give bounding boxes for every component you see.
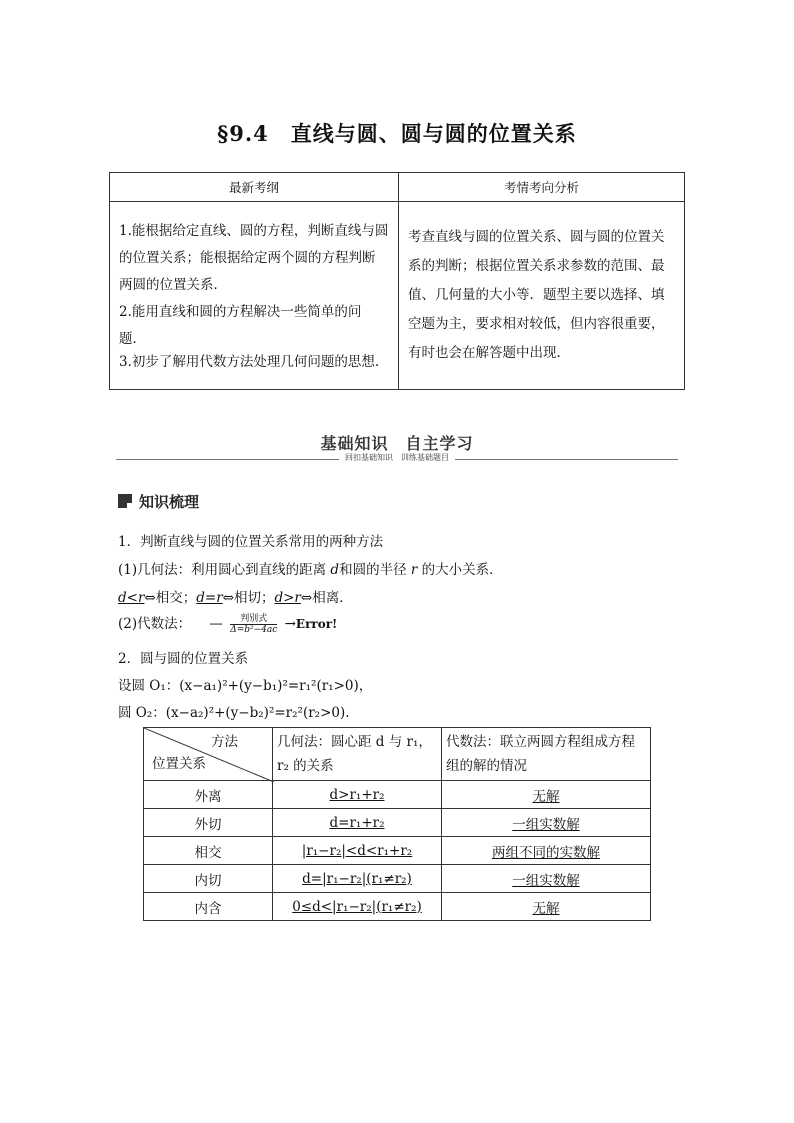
algebraic-header: 代数法：联立两圆方程组成方程组的解的情况 (442, 728, 651, 781)
relation-geo: d=r₁+r₂ (273, 809, 442, 837)
outline-cell (110, 202, 399, 390)
item1-title: 1．判断直线与圆的位置关系常用的两种方法 (118, 534, 384, 550)
knowledge-heading (118, 491, 199, 511)
relation-geo: d=|r₁−r₂|(r₁≠r₂) (273, 865, 442, 893)
exam-outline-table (109, 172, 685, 390)
relation-separate-formula: d>r (274, 590, 301, 606)
geo-text-c: 的大小关系． (417, 562, 503, 578)
section-title: 基础知识 自主学习 (320, 434, 474, 453)
analysis-line: 有时也会在解答题中出现. (408, 345, 561, 361)
circle2-equation: 圆 O₂：(x−a₂)²+(y−b₂)²=r₂²(r₂>0). (118, 705, 350, 721)
error-text: Error! (295, 617, 338, 631)
algebraic-label: (2)代数法： (118, 616, 192, 632)
analysis-cell (399, 202, 685, 390)
arrow-icon: → (284, 616, 296, 632)
table-row (144, 809, 651, 837)
relation-alg: 一组实数解 (442, 865, 651, 893)
relation-alg: 无解 (442, 781, 651, 809)
relation-tangent-label: ⇔相切； (222, 590, 275, 606)
geo-var-d: d (330, 562, 340, 578)
section-subtitle-wrap (0, 452, 794, 463)
geometric-header: 几何法：圆心距 d 与 r₁，r₂ 的关系 (273, 728, 442, 781)
discriminant-fraction (230, 614, 277, 635)
col-header-outline: 最新考纲 (110, 173, 399, 202)
analysis-line: 考查直线与圆的位置关系、圆与圆的位置关 (408, 229, 665, 245)
algebraic-method-line: (2)代数法： — $\frac{\text{判别式}}{\text{Δ=b²−4ac}}$ →Error! (118, 614, 338, 635)
corner-top-label: 方法 (211, 734, 238, 750)
relation-separate-label: ⇔相离． (300, 590, 353, 606)
relation-tangent-formula: d=r (196, 590, 223, 606)
relation-alg: 两组不同的实数解 (442, 837, 651, 865)
item2-title: 2．圆与圆的位置关系 (118, 651, 249, 667)
relation-intersect-formula: d<r (118, 590, 145, 606)
relation-name: 内切 (144, 865, 273, 893)
outline-line: 2.能用直线和圆的方程解决一些简单的问 (119, 304, 362, 320)
relation-alg: 无解 (442, 893, 651, 921)
corner-header (144, 728, 273, 781)
relation-alg: 一组实数解 (442, 809, 651, 837)
discriminant-formula: Δ=b²−4ac (230, 625, 278, 635)
relation-geo: 0≤d<|r₁−r₂|(r₁≠r₂) (273, 893, 442, 921)
outline-line: 3.初步了解用代数方法处理几何问题的思想. (119, 354, 380, 370)
col-header-analysis: 考情考向分析 (399, 173, 685, 202)
circle-relation-table (143, 727, 651, 921)
relation-geo: |r₁−r₂|<d<r₁+r₂ (273, 837, 442, 865)
geo-text-a: (1)几何法：利用圆心到直线的距离 (118, 562, 331, 578)
discriminant-label: 判别式 (230, 614, 277, 625)
circle1-equation: 设圆 O₁：(x−a₁)²+(y−b₁)²=r₁²(r₁>0)， (118, 678, 373, 694)
analysis-line: 系的判断；根据位置关系求参数的范围、最 (408, 258, 665, 274)
table-row (144, 865, 651, 893)
outline-line: 的位置关系；能根据给定两个圆的方程判断 (119, 250, 376, 266)
distance-relations-line (118, 586, 353, 606)
outline-line: 1.能根据给定直线、圆的方程，判断直线与圆 (119, 223, 389, 239)
relation-name: 外离 (144, 781, 273, 809)
relation-name: 相交 (144, 837, 273, 865)
relation-name: 外切 (144, 809, 273, 837)
outline-line: 两圆的位置关系． (119, 277, 227, 293)
table-row (144, 781, 651, 809)
geo-text-b: 和圆的半径 (339, 562, 411, 578)
geo-var-r: r (410, 562, 418, 578)
page-title: §9.4 直线与圆、圆与圆的位置关系 (217, 121, 577, 146)
table-row (144, 893, 651, 921)
relation-name: 内含 (144, 893, 273, 921)
table-row (144, 837, 651, 865)
corner-bottom-label: 位置关系 (152, 756, 206, 772)
knowledge-heading-label: 知识梳理 (139, 492, 200, 511)
analysis-line: 值、几何量的大小等．题型主要以选择、填 (408, 287, 665, 303)
section-subtitle: 回扣基础知识 训练基础题目 (339, 453, 455, 462)
square-bullet-icon (118, 494, 132, 508)
outline-line: 题． (119, 331, 146, 347)
relation-geo: d>r₁+r₂ (273, 781, 442, 809)
relation-intersect-label: ⇔相交； (144, 590, 197, 606)
analysis-line: 空题为主，要求相对较低，但内容很重要， (408, 316, 665, 332)
geometric-method-line (118, 558, 503, 578)
